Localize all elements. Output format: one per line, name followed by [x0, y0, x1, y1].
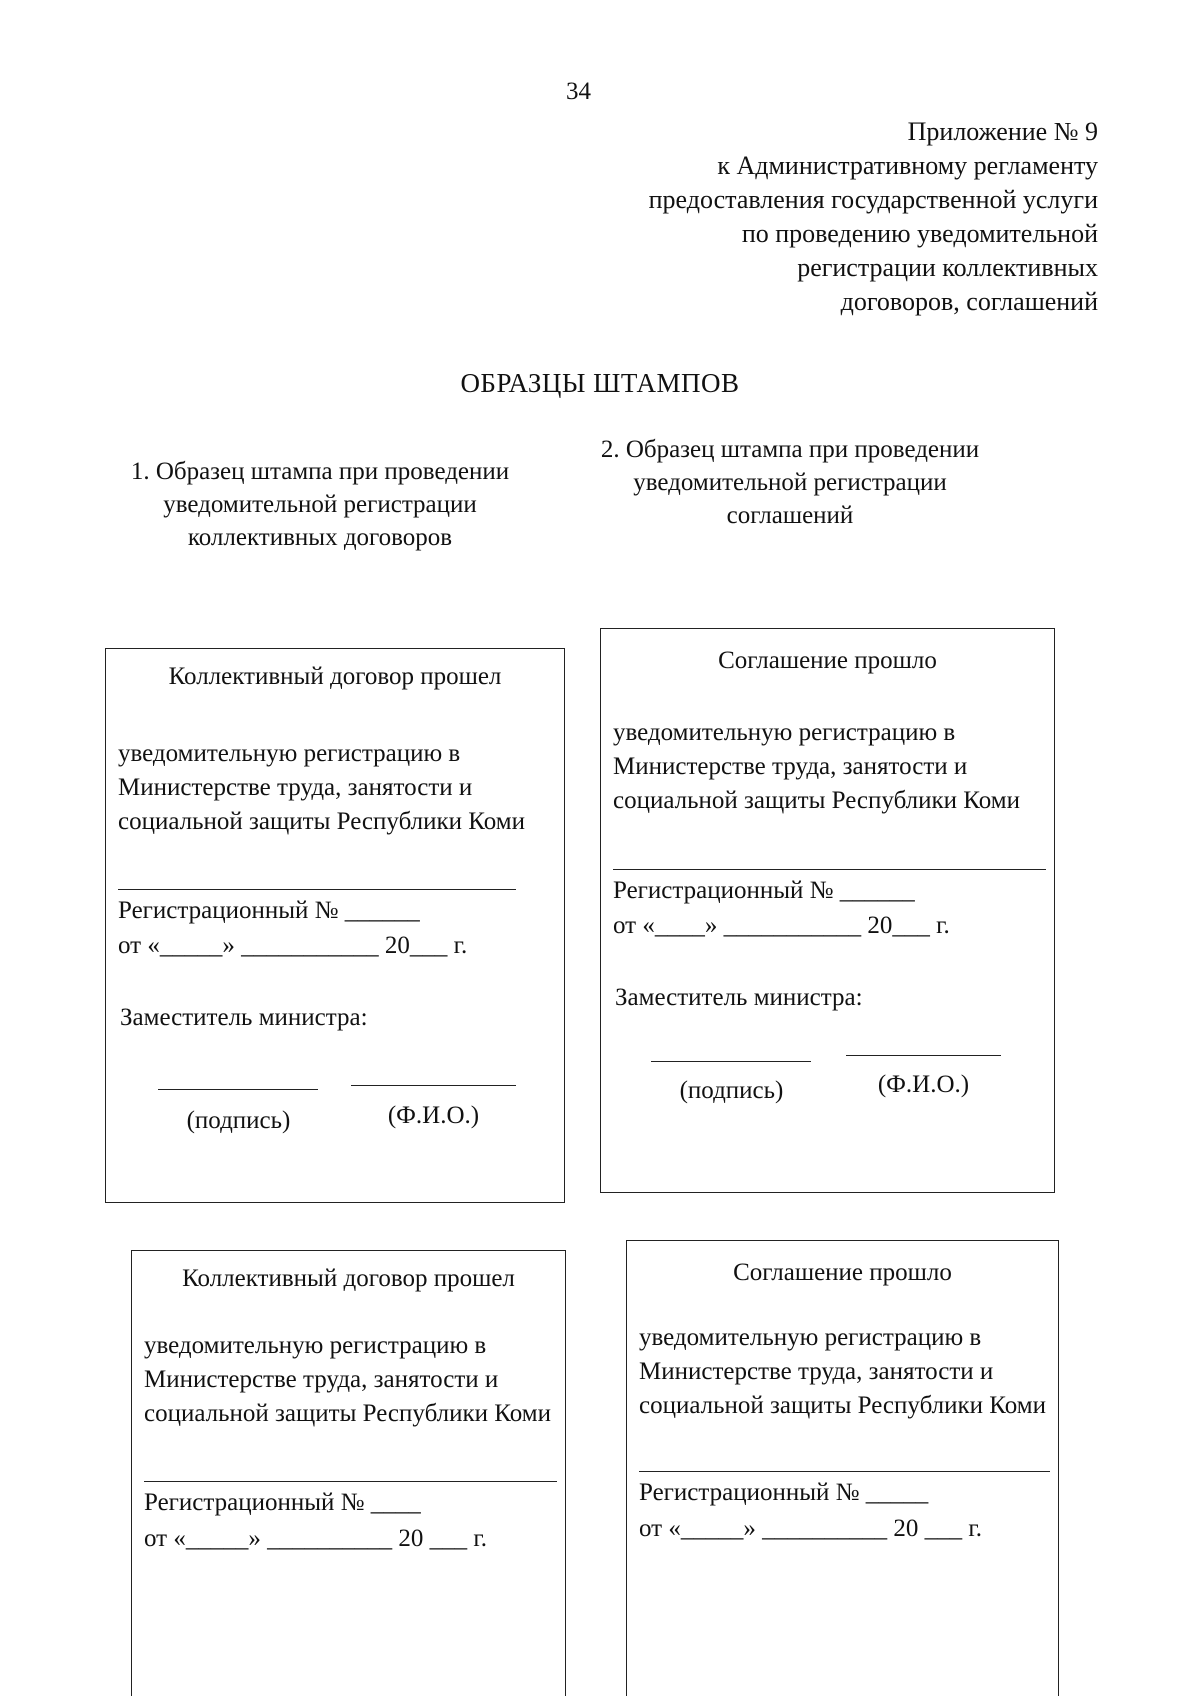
deputy-minister-label: Заместитель министра:: [120, 1004, 368, 1031]
appendix-line: по проведению уведомительной: [741, 219, 1098, 248]
registration-date-line: от «____» ___________ 20___ г.: [613, 912, 950, 939]
signature-label: (подпись): [679, 1077, 784, 1104]
stamp-sample-agreement: [626, 1240, 1059, 1696]
stamp-heading: Соглашение прошло: [718, 647, 937, 674]
stamp-divider: [639, 1471, 1050, 1472]
stamp-body: уведомительную регистрацию в Министерстве труда, занятости и социальной защиты Республики Коми: [613, 719, 1020, 814]
stamp-divider: [144, 1481, 557, 1482]
stamp-heading: Коллективный договор прошел: [168, 663, 502, 690]
registration-number-line: Регистрационный № ______: [613, 877, 915, 904]
signature-line: [158, 1089, 318, 1090]
stamp-heading: Коллективный договор прошел: [182, 1265, 515, 1292]
stamp-body: уведомительную регистрацию в Министерстве труда, занятости и социальной защиты Республики Коми: [118, 740, 525, 835]
appendix-line: регистрации коллективных: [797, 253, 1098, 282]
appendix-line: к Административному регламенту: [717, 151, 1098, 180]
name-line: [351, 1085, 516, 1086]
stamp-divider: [613, 869, 1046, 870]
signature-label: (подпись): [186, 1107, 291, 1134]
name-label: (Ф.И.О.): [877, 1071, 970, 1098]
stamp-sample-collective-agreement: [105, 648, 565, 1203]
signature-line: [651, 1061, 811, 1062]
name-label: (Ф.И.О.): [387, 1102, 480, 1129]
appendix-title: Приложение № 9: [907, 117, 1098, 146]
stamp-sample-collective-agreement: [131, 1250, 566, 1696]
stamp-sample-agreement: [600, 628, 1055, 1193]
registration-date-line: от «_____» __________ 20 ___ г.: [144, 1525, 488, 1552]
appendix-line: предоставления государственной услуги: [648, 185, 1098, 214]
column-caption-collective-agreements: 1. Образец штампа при проведении уведомительной регистрации коллективных договоров: [130, 458, 510, 551]
registration-number-line: Регистрационный № ____: [144, 1489, 421, 1516]
document-title: ОБРАЗЦЫ ШТАМПОВ: [460, 368, 740, 398]
stamp-body: уведомительную регистрацию в Министерстве труда, занятости и социальной защиты Республики Коми: [144, 1332, 551, 1427]
registration-number-line: Регистрационный № ______: [118, 897, 420, 924]
registration-number-line: Регистрационный № _____: [639, 1479, 929, 1506]
name-line: [846, 1055, 1001, 1056]
stamp-body: уведомительную регистрацию в Министерстве труда, занятости и социальной защиты Республики Коми: [639, 1324, 1046, 1419]
stamp-heading: Соглашение прошло: [733, 1259, 952, 1286]
column-caption-agreements: 2. Образец штампа при проведении уведомительной регистрации соглашений: [600, 436, 980, 529]
deputy-minister-label: Заместитель министра:: [615, 984, 863, 1011]
appendix-line: договоров, соглашений: [840, 287, 1098, 316]
stamp-divider: [118, 889, 516, 890]
appendix-header: [649, 115, 1098, 319]
registration-date-line: от «_____» ___________ 20___ г.: [118, 932, 468, 959]
page-number: 34: [566, 78, 591, 105]
registration-date-line: от «_____» __________ 20 ___ г.: [639, 1515, 983, 1542]
